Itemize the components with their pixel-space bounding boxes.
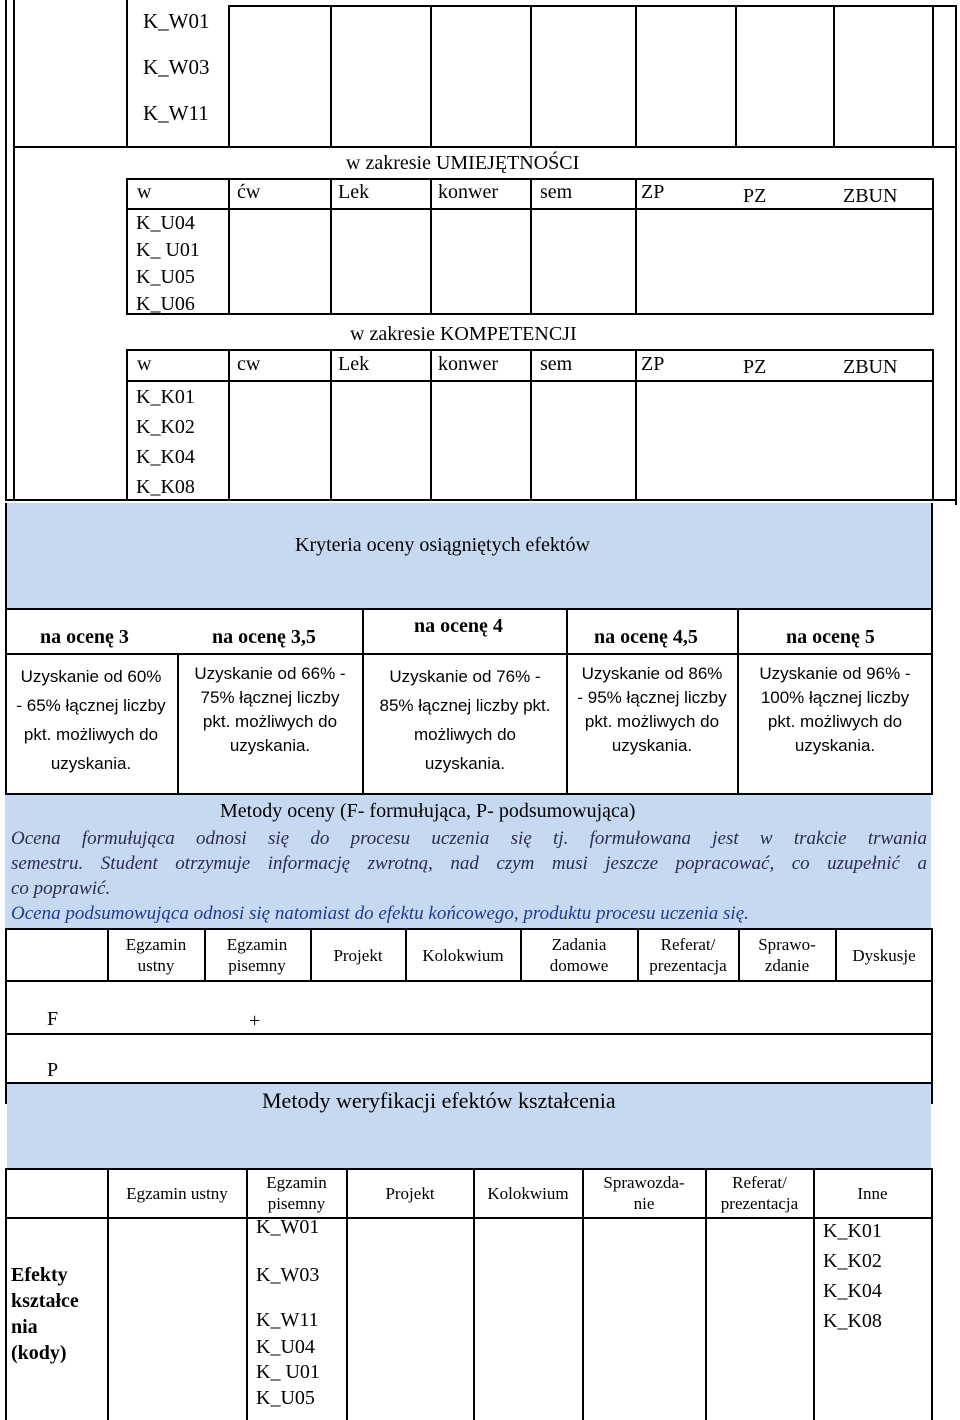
kompetencji-title: w zakresie KOMPETENCJI	[350, 323, 577, 345]
umiejetnosci-col-cw: ćw	[237, 181, 261, 203]
umiejetnosci-col-pz: PZ	[743, 185, 767, 207]
criteria-desc-4	[364, 662, 566, 778]
code-item: K_K08	[136, 476, 195, 498]
code-item: K_K02	[823, 1250, 882, 1272]
criteria-line: pkt. możliwych do	[584, 712, 720, 731]
method-col-line: Sprawo-	[758, 935, 816, 954]
criteria-line: 100% łącznej liczby	[760, 688, 910, 707]
method-col-line: zdanie	[764, 956, 810, 975]
verif-col-egzamin-ustny	[109, 1183, 245, 1204]
verif-col-line: prezentacja	[720, 1194, 799, 1213]
kompetencji-col-zbun: ZBUN	[843, 356, 898, 378]
method-col-sprawozdanie	[740, 934, 834, 976]
method-col-line: pisemny	[228, 956, 286, 975]
method-col-line: Egzamin	[226, 935, 288, 954]
verif-col-sprawozdanie	[584, 1172, 704, 1214]
method-col-egzamin-ustny	[109, 934, 203, 976]
umiejetnosci-col-sem: sem	[540, 181, 573, 203]
umiejetnosci-col-zp: ZP	[641, 181, 665, 203]
code-item: K_K01	[823, 1220, 882, 1242]
row-label-line: kształce	[11, 1290, 79, 1312]
method-col-referat	[639, 934, 737, 976]
method-col-line: Dyskusje	[852, 946, 916, 965]
kompetencji-col-zp: ZP	[641, 353, 665, 375]
code-item: K_K02	[136, 416, 195, 438]
row-label-line: nia	[11, 1316, 38, 1338]
method-col-line: Egzamin	[125, 935, 187, 954]
code-item: K_W01	[143, 9, 210, 33]
code-item: K_U05	[256, 1387, 315, 1409]
criteria-line: uzyskania.	[229, 736, 311, 755]
criteria-desc-4-5	[568, 662, 736, 758]
verif-col-line: Sprawozda-	[603, 1173, 685, 1192]
criteria-line: możliwych do	[413, 725, 517, 744]
grade-5: na ocenę 5	[786, 626, 875, 648]
verif-col-line: Inne	[857, 1184, 888, 1203]
code-item: K_ U01	[136, 239, 200, 261]
criteria-desc-3-5	[179, 662, 361, 758]
umiejetnosci-col-konwer: konwer	[438, 181, 498, 203]
verif-col-inne	[815, 1183, 930, 1204]
criteria-line: Uzyskanie od 76% -	[389, 667, 541, 686]
verif-col-projekt	[348, 1183, 472, 1204]
criteria-desc-3	[7, 662, 175, 778]
code-item: K_W11	[143, 101, 209, 125]
umiejetnosci-codes	[136, 210, 200, 318]
code-item: K_U04	[256, 1336, 315, 1358]
code-item: K_K01	[136, 386, 195, 408]
verif-col-line: pisemny	[267, 1194, 326, 1213]
kompetencji-col-cw: cw	[237, 353, 261, 375]
criteria-line: Uzyskanie od 96% -	[759, 664, 911, 683]
criteria-line: pkt. możliwych do	[202, 712, 338, 731]
criteria-line: uzyskania.	[794, 736, 876, 755]
top-code-list	[143, 0, 210, 136]
grade-4: na ocenę 4	[414, 615, 503, 637]
metody-weryfikacji-title: Metody weryfikacji efektów kształcenia	[262, 1088, 616, 1113]
row-label-f: F	[47, 1008, 59, 1030]
verif-col-referat	[707, 1172, 812, 1214]
code-item: K_K08	[823, 1310, 882, 1332]
code-item: K_U05	[136, 266, 195, 288]
umiejetnosci-title: w zakresie UMIEJĘTNOŚCI	[346, 152, 580, 174]
kompetencji-col-w: w	[137, 353, 152, 375]
criteria-line: uzyskania.	[611, 736, 693, 755]
method-col-line: Referat/	[660, 935, 716, 954]
kompetencji-col-pz: PZ	[743, 356, 767, 378]
umiejetnosci-col-w: w	[137, 181, 152, 203]
method-col-line: domowe	[549, 956, 609, 975]
criteria-line: uzyskania.	[424, 754, 506, 773]
code-item: K_W01	[256, 1216, 320, 1238]
criteria-line: pkt. możliwych do	[767, 712, 903, 731]
method-col-line: Projekt	[333, 946, 383, 965]
umiejetnosci-col-zbun: ZBUN	[843, 185, 898, 207]
verif-col-line: nie	[633, 1194, 655, 1213]
criteria-line: - 95% łącznej liczby	[577, 688, 727, 707]
code-item: K_K04	[136, 446, 195, 468]
verif-col-egzamin-pisemny	[248, 1172, 345, 1214]
podsumowujaca-text: Ocena podsumowująca odnosi się natomiast do efektu końcowego, produktu procesu uczenia się.	[11, 903, 749, 924]
code-item: K_W03	[256, 1264, 320, 1286]
umiejetnosci-col-lek: Lek	[338, 181, 370, 203]
criteria-line: Uzyskanie od 60%	[20, 667, 162, 686]
row-label-line: (kody)	[11, 1342, 67, 1364]
kompetencji-col-konwer: konwer	[438, 353, 498, 375]
verif-col-line: Kolokwium	[487, 1184, 569, 1203]
criteria-line: uzyskania.	[50, 754, 132, 773]
criteria-line: 75% łącznej liczby	[200, 688, 340, 707]
metody-oceny-description	[11, 826, 927, 926]
method-col-projekt	[312, 945, 404, 966]
row-label-line: Efekty	[11, 1264, 68, 1286]
verif-col-line: Projekt	[385, 1184, 435, 1203]
grade-4-5: na ocenę 4,5	[594, 626, 698, 648]
method-col-egzamin-pisemny	[206, 934, 308, 976]
efekty-row-label	[11, 1262, 79, 1366]
inne-codes	[823, 1216, 882, 1336]
verif-col-line: Referat/	[732, 1173, 787, 1192]
criteria-line: Uzyskanie od 66% -	[194, 664, 346, 683]
verif-col-line: Egzamin ustny	[126, 1184, 228, 1203]
kompetencji-col-sem: sem	[540, 353, 573, 375]
criteria-desc-5	[739, 662, 931, 758]
code-item: K_W11	[256, 1309, 319, 1331]
method-col-line: Kolokwium	[422, 946, 504, 965]
method-col-kolokwium	[407, 945, 519, 966]
code-item: K_W03	[143, 55, 210, 79]
method-col-line: ustny	[137, 956, 175, 975]
verif-col-line: Egzamin	[266, 1173, 327, 1192]
criteria-line: Uzyskanie od 86%	[581, 664, 723, 683]
method-col-line: Zadania	[551, 935, 607, 954]
method-col-line: prezentacja	[649, 956, 727, 975]
row-f-egzamin-pisemny-mark: +	[249, 1010, 261, 1032]
code-item: K_U06	[136, 293, 195, 315]
criteria-line: 85% łącznej liczby pkt.	[379, 696, 551, 715]
code-item: K_K04	[823, 1280, 882, 1302]
method-col-dyskusje	[837, 945, 931, 966]
kompetencji-col-lek: Lek	[338, 353, 370, 375]
code-item: K_U04	[136, 212, 195, 234]
method-col-zadania-domowe	[522, 934, 636, 976]
criteria-line: pkt. możliwych do	[23, 725, 159, 744]
formulujaca-line-2: semestru. Student otrzymuje informację zwrotną, nad czym musi jeszcze popracować, co uzupełnić a	[11, 853, 927, 874]
formulujaca-line-3: co poprawić.	[11, 878, 111, 899]
code-item: K_ U01	[256, 1361, 320, 1383]
kompetencji-codes	[136, 382, 195, 502]
row-label-p: P	[47, 1059, 59, 1081]
criteria-line: - 65% łącznej liczby	[16, 696, 166, 715]
grade-3-5: na ocenę 3,5	[212, 626, 316, 648]
grade-3: na ocenę 3	[40, 626, 129, 648]
verif-col-kolokwium	[475, 1183, 581, 1204]
metody-oceny-title: Metody oceny (F- formułująca, P- podsumowująca)	[220, 800, 636, 822]
kryteria-title: Kryteria oceny osiągniętych efektów	[295, 534, 590, 556]
formulujaca-line-1: Ocena formułująca odnosi się do procesu uczenia się tj. formułowana jest w trakcie trwania	[11, 828, 927, 849]
